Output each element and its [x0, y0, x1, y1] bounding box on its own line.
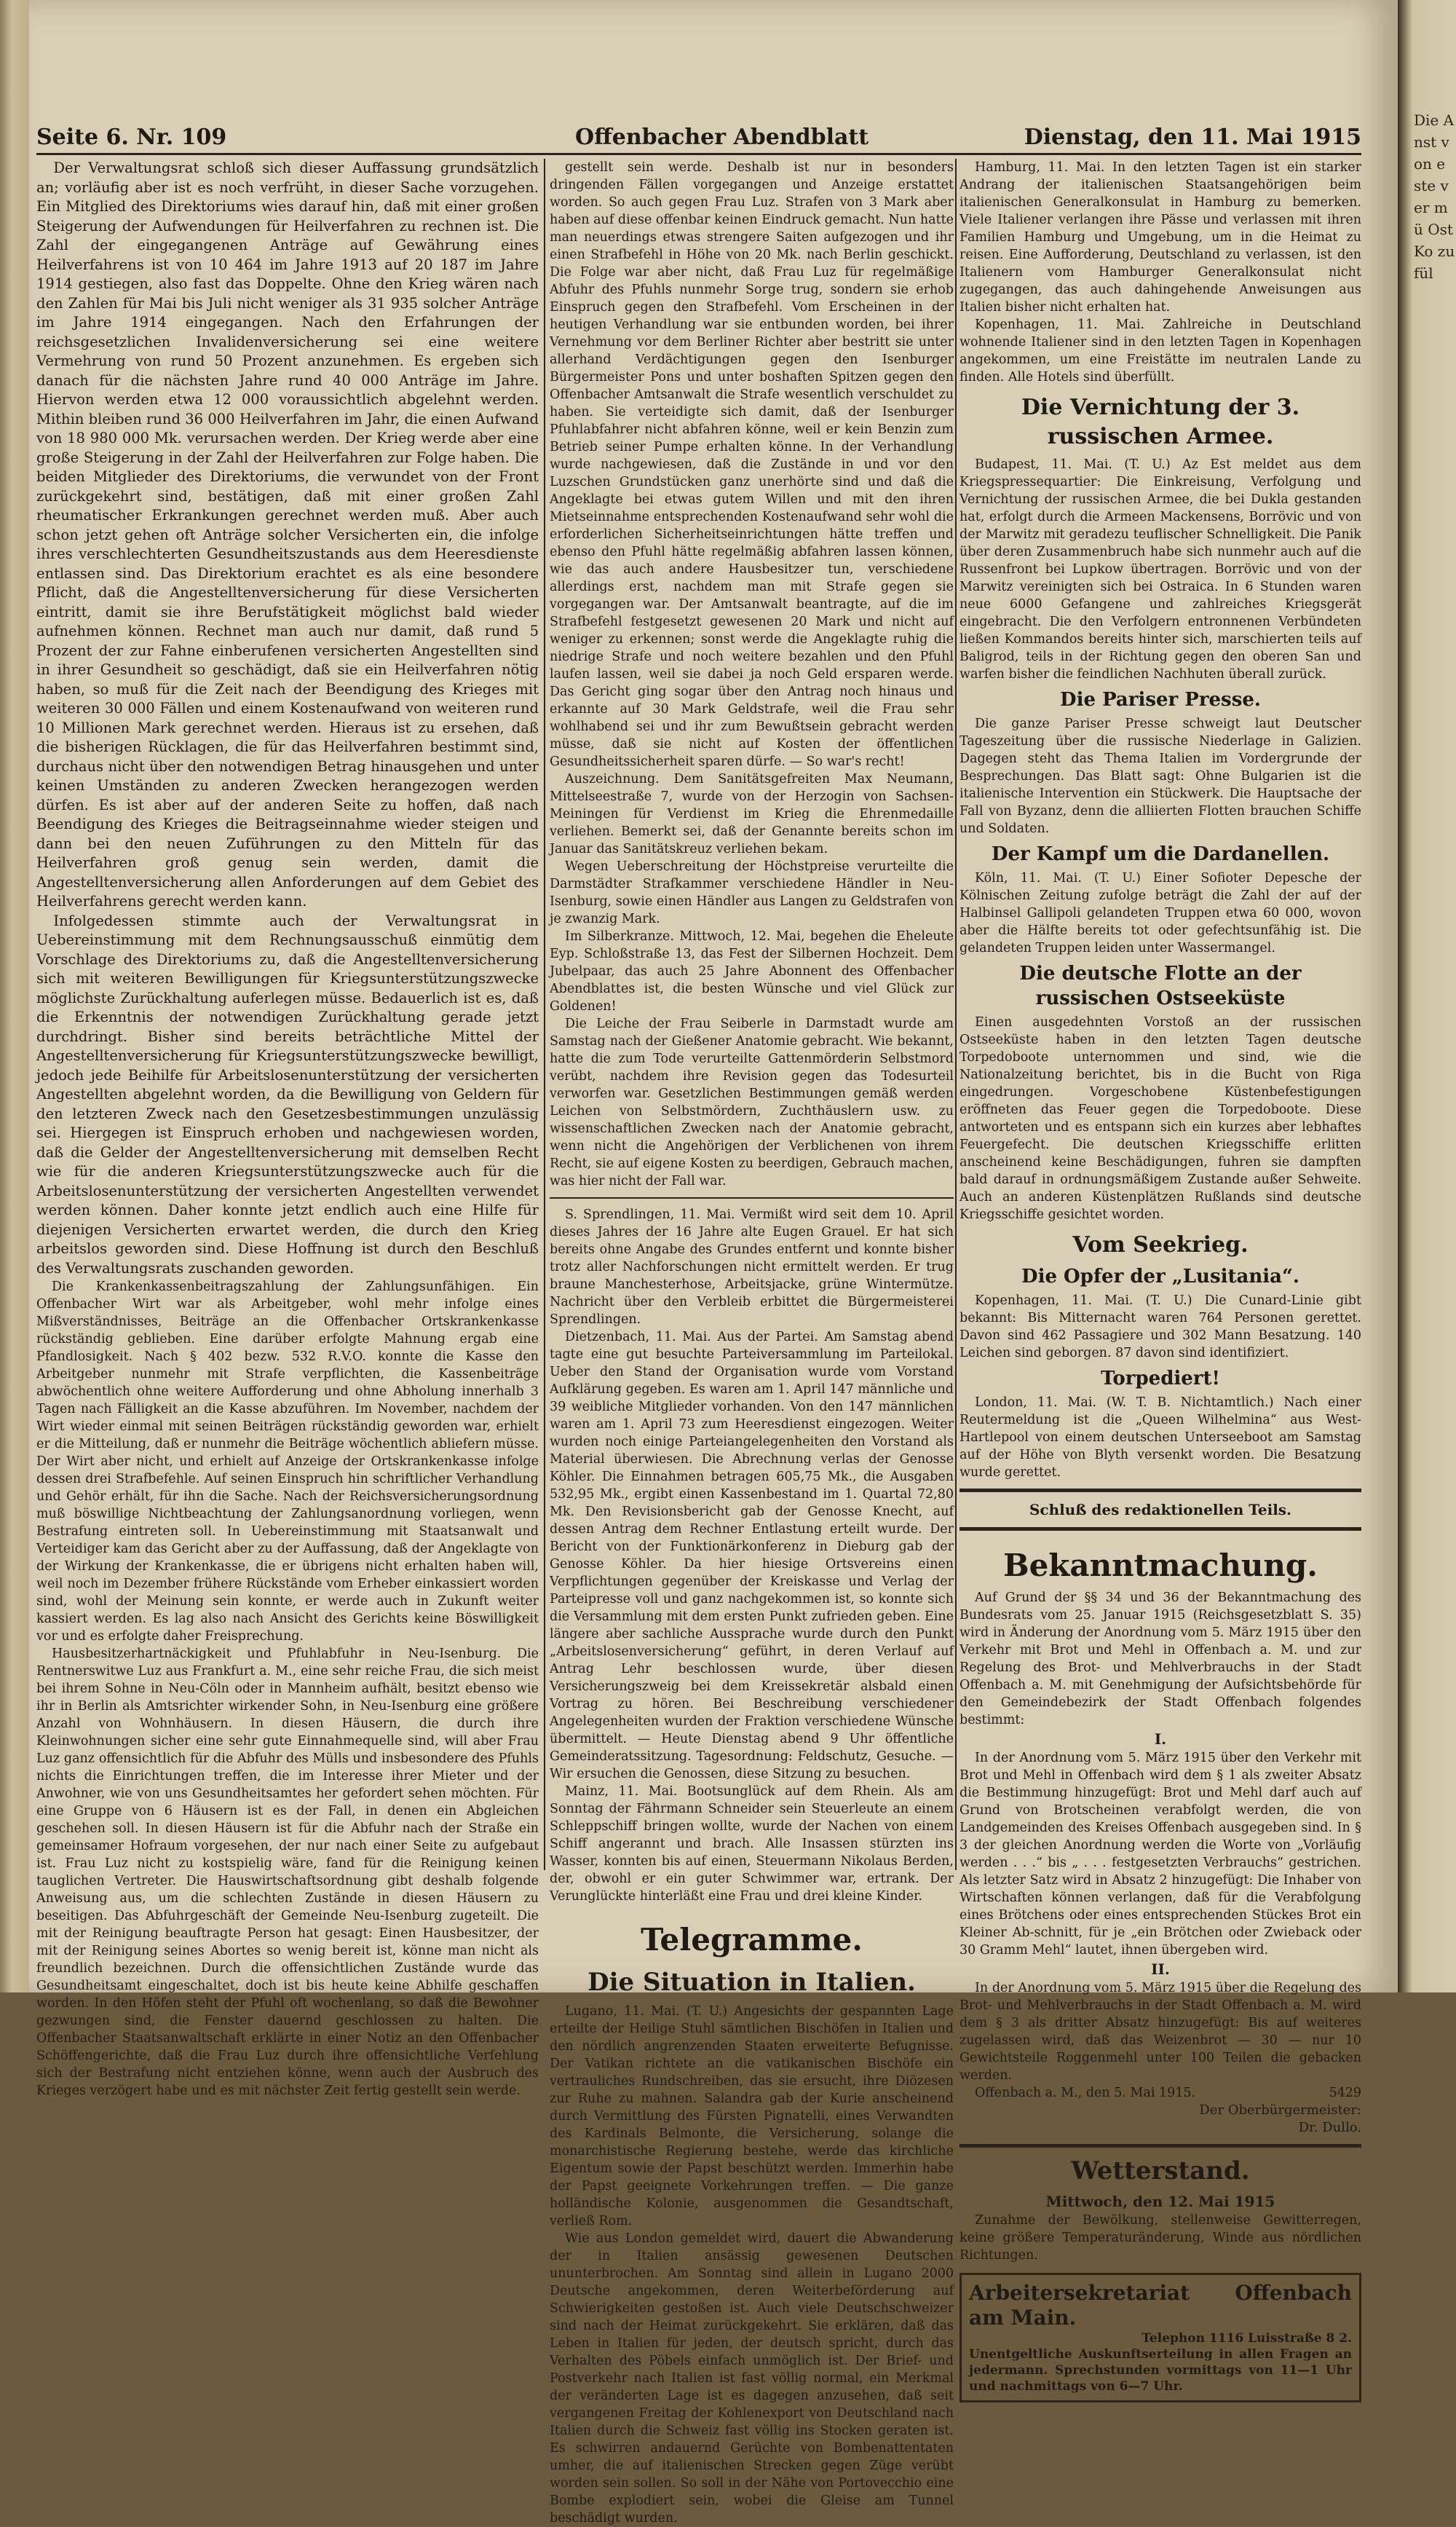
headline-naval-war: Vom Seekrieg.: [1072, 1232, 1249, 1258]
headline-baltic-fleet: Die deutsche Flotte an der russischen Ostseeküste: [1019, 963, 1302, 1009]
section-rule: [550, 1197, 954, 1199]
article-paragraph: Infolgedessen stimmte auch der Verwaltungsrat in Uebereinstimmung mit dem Rechnungsausschuß einmütig dem Vorschlage des Direktoriums zu, daß die Angestelltenversicherung sich mit weiteren Bewilligungen für Kriegsunterstützungszwecke möglichste Zurückhaltung auferlegen müsse. Bedauerlich ist es, daß die Erkenntnis der notwendigen Zurückhaltung gerade jetzt durchdringt. Bisher sind bereits beträchtliche Mittel der Angestelltenversicherung für Kriegsunterstützungszwecke bewilligt, jedoch jede Beihilfe für Arbeitslosenunterstützung der versicherten Angestellten abgelehnt worden, da die Bewilligung von Geldern für den letzteren Zweck nach den Gesetzesbestimmungen unzulässig sei. Hiergegen ist Einspruch erhoben und nachgewiesen worden, daß die Gelder der Angestelltenversicherung mit demselben Recht wie für die anderen Kriegsunterstützungszwecke auch für die Arbeitslosenunterstützung der versicherten Angestellten verwendet werden können. Daher konnte jetzt endlich auch eine Hilfe für diejenigen Versicherten erwartet werden, die durch den Krieg arbeitslos geworden sind. Diese Hoffnung ist durch den Beschluß des Verwaltungsrats zuschanden geworden.: [36, 912, 539, 1277]
headline-dardanelles: Der Kampf um die Dardanellen.: [991, 843, 1330, 865]
editorial-end-note: Schluß des redaktionellen Teils.: [1029, 1501, 1292, 1518]
article-paragraph: Hausbesitzerhartnäckigkeit und Pfuhlabfuhr in Neu-Isenburg. Die Rentnerswitwe Luz aus Frankfurt a. M., eine sehr reiche Frau, die sich meist bei ihrem Sohne in Neu-Cöln oder in Mannheim aufhält, besitzt ebenso wie ihr in Berlin als Amtsrichter wirkender Sohn, in Neu-Isenburg eine größere Anzahl von Wohnhäusern. In diesen Häusern, die durch ihre Kleinwohnungen sicher eine sehr gute Einnahmequelle sind, will aber Frau Luz ganz offensichtlich für die Abfuhr des Mülls und insbesondere des Pfuhls nichts die Einrichtungen treffen, die im Interesse ihrer Mieter und der Anwohner, wie von uns Gesundheitsamtes her gefordert sehen möchten. Für eine Gruppe von 6 Häusern ist es der Fall, in denen ein Abgleichen geschehen soll. In diesen Häusern ist für die Abfuhr nach der Straße ein gemeinsamer Hofraum vorgesehen, der nur nach einer Seite zu aufgebaut ist. Frau Luz nicht zu kostspielig wäre, fand für die Reinigung keinen tauglichen Vertreter. Die Hauswirtschaftsordnung gibt deshalb folgende Anweisung aus, um die schlechten Zustände in diesen Häusern zu beseitigen. Das Abfuhrgeschäft der Gemeinde Neu-Isenburg zugeteilt. Die mit der Reinigung beauftragte Person hat gesagt: Einen Hausbesitzer, der mit der Reinigung seines Abortes so wenig bereit ist, könne man nicht als freundlich bezeichnen. Durch die offensichtlichen Zustände wurde das Gesundheitsamt eingeschaltet, doch ist bis heute keine Abhilfe geschaffen worden. In den Höfen steht der Pfuhl oft wochenlang, so daß die Bewohner gezwungen sind, die Fenster dauernd geschlossen zu halten. Die Offenbacher Staatsanwaltschaft erklärte in einer Notiz an den Offenbacher Schöffengerichte, daß die Frau Luz durch ihre offensichtliche Verfehlung sich der Bestrafung nicht entziehen könne, wenn auch der Ausbruch des Krieges verzögert habe und es mit nächster Zeit fertig gestellt sein werde.: [36, 1647, 539, 2098]
article-paragraph: Budapest, 11. Mai. (T. U.) Az Est meldet aus dem Kriegspressequartier: Die Einkreisung, Verfolgung und Vernichtung der russischen Armee, die bei Dukla gestanden hat, erfolgt durch die Armeen Mackensens, Borrövic und von der Marwitz mit geradezu teuflischer Schnelligkeit. Die Panik über deren Zusammenbruch habe sich nunmehr auch auf die Russenfront bei Lupkow übertragen. Borrövic und von der Marwitz vereinigten sich bei Ostraica. In 6 Stunden waren neue 6000 Gefangene und zahlreiches Kriegsgerät eingebracht. Die den Verfolgern entronnenen Verbündeten ließen Kommandos bereits hinter sich, marschierten teils auf Baligrod, teils in der Richtung gegen den oberen San und warfen bisher die feindlichen Nachhuten überall zurück.: [960, 457, 1361, 682]
article-paragraph: London, 11. Mai. (W. T. B. Nichtamtlich.) Nach einer Reutermeldung ist die „Queen Wilhelmina“ aus West-Hartlepool von einem deutschen Unterseeboot am Samstag auf der Höhe von Blyth versenkt worden. Die Besatzung wurde gerettet.: [960, 1395, 1361, 1480]
column-3: [960, 159, 1361, 2394]
notice-place-date: [960, 2084, 1361, 2102]
newspaper-title: Offenbacher Abendblatt: [575, 125, 869, 150]
section-rule: [960, 1489, 1361, 1492]
weather-forecast: Zunahme der Bewölkung, stellenweise Gewitterregen, keine größere Temperaturänderung, Winde aus nördlichen Richtungen.: [960, 2213, 1361, 2263]
headline-lusitania: Die Opfer der „Lusitania“.: [1021, 1266, 1299, 1288]
issue-date: Dienstag, den 11. Mai 1915: [1024, 125, 1361, 150]
ad-title: Arbeitersekretariat Offenbach am Main.: [969, 2281, 1352, 2330]
notice-signatory-title: Der Oberbürgermeister:: [1199, 2102, 1361, 2118]
article-paragraph: Wegen Ueberschreitung der Höchstpreise verurteilte die Darmstädter Strafkammer verschiedene Händler in Neu-Isenburg, sowie einen Händler aus Langen zu Geldstrafen von je zwanzig Mark.: [550, 859, 954, 926]
notice-paragraph: In der Anordnung vom 5. März 1915 über den Verkehr mit Brot und Mehl in Offenbach wird dem § 1 als zweiter Absatz die Bestimmung hinzugefügt: Brot und Mehl darf auch auf Grund von Brotscheinen verabfolgt werden, die von Landgemeinden des Kreises Offenbach ausgegeben sind. In § 3 der gleichen Anordnung werden die Worte von „Vorläufig werden . . .“ bis „ . . . festgesetzten Verbrauchs“ gestrichen. Als letzter Satz wird in Absatz 2 hinzugefügt: Die Inhaber von Wirtschaften können verlangen, daß für die Verabfolgung eines Brötchens oder eines entsprechenden Stückes Brot ein Kleiner Ab-schnitt, für je „ein Brötchen oder Zwieback oder 30 Gramm Mehl“ lautet, ihnen übergeben wird.: [960, 1751, 1361, 1958]
column-2: [550, 159, 954, 2526]
notice-number: 5429: [1329, 2086, 1361, 2100]
article-paragraph: Im Silberkranze. Mittwoch, 12. Mai, begehen die Eheleute Eyp. Schloßstraße 13, das Fest der Silbernen Hochzeit. Dem Jubelpaar, das auch 25 Jahre Abonnent des Offenbacher Abendblattes ist, die besten Wünsche und viel Glück zur Goldenen!: [550, 929, 954, 1014]
notice-section-ii: II.: [1151, 1960, 1170, 1978]
header-rule: [36, 153, 1361, 155]
column-rule: [544, 159, 545, 1870]
article-paragraph: Dietzenbach, 11. Mai. Aus der Partei. Am Samstag abend tagte eine gut besuchte Parteiversammlung im Parteilokal. Ueber den Stand der Organisation wurde vom Vorstand Aufklärung gegeben. Es waren am 1. April 147 männliche und 39 weibliche Mitglieder vorhanden. Von den 147 männlichen waren am 1. April 73 zum Heeresdienst eingezogen. Weiter wurden noch einige Parteiangelegenheiten den Vorstand als Material überwiesen. Die Abrechnung verlas der Genosse Köhler. Die Einnahmen betragen 605,75 Mk., die Ausgaben 532,95 Mk., ergibt einen Kassenbestand im 1. Quartal 72,80 Mk. Den Revisionsbericht gab der Genosse Knecht, auf dessen Antrag dem Rechner Entlastung erteilt wurde. Der Bericht von der Funktionärkonferenz in Dieburg gab der Genosse Köhler. Da hier hiesige Ortsvereins einen Verpflichtungen gegenüber der Kreiskasse und Verlag der Parteipresse voll und ganz nachgekommen ist, so konnte sich die Versammlung mit dem ersten Punkt zufrieden geben. Eine längere aber sachliche Aussprache wurde durch den Punkt „Arbeitslosenversicherung“ geführt, in deren Verlauf auf Antrag Lehr beschlossen wurde, über diesen Versicherungszweig bei dem Kreissekretär alsbald einen Vortrag zu hören. Bei Beschreibung verschiedener Angelegenheiten wurden der Fraktion verschiedene Wünsche übermittelt. — Heute Dienstag abend 9 Uhr öffentliche Gemeinderatssitzung. Tagesordnung: Feldschutz, Gesuche. — Wir ersuchen die Genossen, diese Sitzung zu besuchen.: [550, 1330, 954, 1781]
notice-signatory-name: Dr. Dullo.: [1298, 2120, 1361, 2135]
adjacent-page-edge: [1398, 0, 1456, 1992]
headline-paris-press: Die Pariser Presse.: [1060, 689, 1261, 711]
article-paragraph: S. Sprendlingen, 11. Mai. Vermißt wird seit dem 10. April dieses Jahres der 16 Jahre alte Eugen Grauel. Er hat sich bereits ohne Angabe des Grundes entfernt und konnte bisher trotz aller Nachforschungen nicht ermittelt werden. Er trug braune Manchesterhose, Arbeitsjacke, grüne Wintermütze. Nachricht über den Verbleib erbittet die Bürgermeisterei Sprendlingen.: [550, 1207, 954, 1327]
article-paragraph: Wie aus London gemeldet wird, dauert die Abwanderung der in Italien ansässig gewesenen Deutschen ununterbrochen. Am Sonntag sind allein in Lugano 2000 Deutsche angekommen, deren Weiterbeförderung auf Schwierigkeiten gestoßen ist. Auch viele Deutschschweizer sind nach der Heimat zurückgekehrt. Sie erklären, daß das Leben in Italien für jeden, der deutsch spricht, durch das Verhalten des Pöbels einfach unmöglich ist. Der Brief- und Postverkehr nach Italien ist fast völlig normal, ein Merkmal der veränderten Lage ist es dagegen anzusehen, daß seit vergangenen Freitag der Kohlenexport von Deutschland nach Italien durch die Schweiz fast völlig ins Stocken geraten ist. Es schwirren andauernd Gerüchte von Bombenattentaten umher, die auf italienischen Strecken gegen Züge verübt worden sein sollen. So soll in der Nähe von Portovecchio eine Bombe explodiert sein, wobei die Gleise am Tunnel beschädigt wurden.: [550, 2231, 954, 2526]
ad-text: Unentgeltliche Auskunftserteilung in allen Fragen an jedermann. Sprechstunden vormittags von 11—1 Uhr und nachmittags von 6—7 Uhr.: [969, 2347, 1352, 2394]
page-header: [36, 120, 1361, 157]
article-paragraph: gestellt sein werde. Deshalb ist nur in besonders dringenden Fällen vorgegangen und Anzeige erstattet worden. So auch gegen Frau Luz. Strafen von 3 Mark aber haben auf diese offenbar keinen Eindruck gemacht. Nun hatte man neuerdings etwas strengere Saiten aufgezogen und ihr einen Strafbefehl in Höhe von 20 Mk. nach Berlin geschickt. Die Folge war aber nicht, daß Frau Luz für regelmäßige Abfuhr des Pfuhls nunmehr Sorge trug, sondern sie erhob Einspruch gegen den Strafbefehl. Vom Erscheinen in der heutigen Verhandlung war sie entbunden worden, bei ihrer Vernehmung vor dem Berliner Richter aber bestritt sie unter allerhand Verdächtigungen gegen den Isenburger Bürgermeister Pons und unter boshaften Spitzen gegen den Offenbacher Amtsanwalt die Strafe wesentlich verschuldet zu haben. Sie verteidigte sich damit, daß der Isenburger Pfuhlabfahrer nicht abfahren könne, weil er kein Benzin zum Betrieb seiner Pumpe erhalten könne. In der Verhandlung wurde nachgewiesen, daß die Zustände in und vor den Luzschen Grundstücken ganz unerhörte sind und daß die Angeklagte bei etwas gutem Willen und mit den ihren Mietseinnahme entsprechenden Kostenaufwand sehr wohl die erforderlichen Sicherheitseinrichtungen hätte treffen und ebenso den Pfuhl hätte regelmäßig abfahren lassen können, wie das auch andere Hausbesitzer tun, verschiedene allerdings erst, nachdem man mit Strafe gegen sie vorgegangen war. Der Amtsanwalt beantragte, auf die im Strafbefehl festgesetzt gewesenen 20 Mark und nicht auf weniger zu erkennen; sonst werde die Angeklagte ruhig die niedrige Strafe und noch weitere bezahlen und den Pfuhl laufen lassen, weil sie dabei ja noch Geld ersparen werde. Das Gericht ging sogar über den Antrag noch hinaus und erkannte auf 30 Mark Geldstrafe, weil die Frau sehr wohlhabend sei und ihr zum Bewußtsein gebracht werden müsse, daß sie nicht auf Kosten der öffentlichen Gesundheitssicherheit sparen dürfe. — So war's recht!: [550, 160, 954, 769]
column-1: [36, 159, 539, 2098]
advertisement-box: [960, 2273, 1361, 2402]
article-paragraph: Mainz, 11. Mai. Bootsunglück auf dem Rhein. Als am Sonntag der Fährmann Schneider sein Steuerleute an einem Schleppschiff bringen wollte, wurde der Nachen von einem Schiff angerannt und brach. Alle Insassen stürzten ins Wasser, konnten bis auf einen, Steuermann Nikolaus Berden, der, obwohl er ein guter Schwimmer war, ertrank. Der Verunglückte hinterläßt eine Frau und drei kleine Kinder.: [550, 1784, 954, 1904]
article-paragraph: Einen ausgedehnten Vorstoß an der russischen Ostseeküste haben in den letzten Tagen deutsche Torpedoboote unternommen und sind, wie die Nationalzeitung berichtet, bis in die Bucht von Riga eingedrungen. Vorgeschobene Küstenbefestigungen eröffneten das Feuer gegen die Torpedoboote. Diese antworteten und es entspann sich ein kurzes aber lebhaftes Feuergefecht. Die deutschen Kriegsschiffe erlitten anscheinend keine Beschädigungen, fuhren sie dampften bald darauf in ordnungsmäßigem Zustande außer Sehweite. Auch an anderen Küstenplätzen Rußlands sind deutsche Kriegsschiffe gesichtet worden.: [960, 1015, 1361, 1222]
notice-place: Offenbach a. M., den 5. Mai 1915.: [975, 2086, 1196, 2100]
article-paragraph: Kopenhagen, 11. Mai. Zahlreiche in Deutschland wohnende Italiener sind in den letzten Tagen in Kopenhagen angekommen, um eine Freistätte im neutralen Lande zu finden. Alle Hotels sind überfüllt.: [960, 318, 1361, 385]
headline-russian-army: Die Vernichtung der 3. russischen Armee.: [1021, 395, 1300, 449]
headline-italy: Die Situation in Italien.: [587, 1968, 916, 1997]
article-paragraph: Kopenhagen, 11. Mai. (T. U.) Die Cunard-Linie gibt bekannt: Bis Mitternacht waren 764 Personen gerettet. Davon sind 462 Passagiere und 302 Mann Besatzung. 140 Leichen sind geborgen. 87 davon sind identifiziert.: [960, 1293, 1361, 1360]
article-paragraph: Köln, 11. Mai. (T. U.) Einer Sofioter Depesche der Kölnischen Zeitung zufolge beträgt die Zahl der auf der Halbinsel Gallipoli gelandeten Truppen etwa 60 000, wovon aber die Hälfte bereits tot oder gefechtsunfähig ist. Die gelandeten Truppen leiden unter Wassermangel.: [960, 871, 1361, 955]
article-paragraph: Hamburg, 11. Mai. In den letzten Tagen ist ein starker Andrang der italienischen Staatsangehörigen beim italienischen Generalkonsulat in Hamburg zu bemerken. Viele Italiener verlangen ihre Pässe und verlassen mit ihren Familien Hamburg und Umgebung, um in die Heimat zu reisen. Eine Aufforderung, Deutschland zu verlassen, ist den Italienern vom Hamburger Generalkonsulat nicht zugegangen, das auch dahingehende Anweisungen aus Italien bisher nicht erhalten hat.: [960, 160, 1361, 315]
headline-torpedoed: Torpediert!: [1101, 1368, 1220, 1389]
article-paragraph: Die Leiche der Frau Seiberle in Darmstadt wurde am Samstag nach der Gießener Anatomie gebracht. Wie bekannt, hatte die zum Tode verurteilte Gattenmörderin Selbstmord verübt, nachdem ihre Revision gegen das Todesurteil verworfen war. Gesetzlichen Bestimmungen gemäß werden Leichen von Selbstmördern, Zuchthäuslern usw. zu wissenschaftlichen Zwecken nach der Anatomie gebracht, wenn nicht die Angehörigen der Verblichenen von ihrem Recht, sie auf eigene Kosten zu beerdigen, Gebrauch machen, was hier nicht der Fall war.: [550, 1017, 954, 1188]
article-paragraph: Die ganze Pariser Presse schweigt laut Deutscher Tageszeitung über die russische Niederlage in Galizien. Dagegen steht das Thema Italien im Vordergrunde der Besprechungen. Das Blatt sagt: Ohne Bulgarien ist die italienische Intervention ein Stückwerk. Die Hauptsache der Fall von Byzanz, denn die alliierten Flotten brauchen Schiffe und Soldaten.: [960, 717, 1361, 836]
section-rule: [960, 2144, 1361, 2148]
notice-paragraph: Auf Grund der §§ 34 und 36 der Bekanntmachung des Bundesrats vom 25. Januar 1915 (Reichsgesetzblatt S. 35) wird in Änderung der Anordnung vom 5. März 1915 über den Verkehr mit Brot und Mehl in Offenbach a. M. und zur Regelung des Brot- und Mehlverbrauchs in der Stadt Offenbach a. M. mit Genehmigung der Aufsichtsbehörde für den Gemeindebezirk der Stadt Offenbach folgendes bestimmt:: [960, 1590, 1361, 1727]
section-title-telegramme: Telegramme.: [641, 1922, 863, 1958]
page-binding: [0, 0, 29, 1992]
article-paragraph: Lugano, 11. Mai. (T. U.) Angesichts der gespannten Lage erteilte der Heilige Stuhl sämtlichen Bischöfen in Italien und den nördlich angrenzenden Staaten erweiterte Befugnisse. Der Vatikan richtete an die vatikanischen Bischöfe ein vertrauliches Rundschreiben, das sie ersucht, ihre Diözesen zur Ruhe zu mahnen. Salandra gab der Kurie anscheinend durch Vermittlung des Fürsten Pignatelli, eines Verwandten des Kardinals Belmonte, die Versicherung, solange die monarchistische Regierung bestehe, werde das kirchliche Eigentum sowie der Papst beschützt werden. Immerhin habe der Papst geeignete Vorkehrungen treffen. — Die ganze holländische Kolonie, ausgenommen die Gesandtschaft, verließ Rom.: [550, 2004, 954, 2228]
article-paragraph: Der Verwaltungsrat schloß sich dieser Auffassung grundsätzlich an; vorläufig aber ist es noch verfrüht, in dieser Sache vorzugehen. Ein Mitglied des Direktoriums wies darauf hin, daß mit einer großen Steigerung der Aufwendungen für Heilverfahren zu rechnen ist. Die Zahl der eingegangenen Anträge auf Gewährung eines Heilverfahrens ist von 10 464 im Jahre 1913 auf 20 187 im Jahre 1914 gestiegen, also fast das Doppelte. Ohne den Krieg wären nach den Zahlen für Mai bis Juli nicht weniger als 31 935 solcher Anträge im Jahre 1914 eingegangen. Nach den Erfahrungen der reichsgesetzlichen Invalidenversicherung sei eine weitere Vermehrung von rund 50 Prozent anzunehmen. Es ergeben sich danach für die nächsten Jahre rund 40 000 Anträge im Jahre. Hiervon werden etwa 12 000 voraussichtlich abgelehnt werden. Mithin bleiben rund 36 000 Heilverfahren im Jahr, die einen Aufwand von 18 980 000 Mk. verursachen werden. Der Krieg werde aber eine große Steigerung in der Zahl der Heilverfahren zur Folge haben. Die beiden Mitglieder des Direktoriums, die verwundet von der Front zurückgekehrt sind, bestätigen, daß mit einer großen Zahl rheumatischer Erkrankungen gerechnet werden muß. Aber auch schon jetzt gehen oft Anträge solcher Versicherten ein, die infolge ihres verschlechterten Gesundheitszustands aus dem Heeresdienste entlassen sind. Das Direktorium erachtet es als eine besondere Pflicht, daß die Angestelltenversicherung für diese Versicherten eintritt, damit sie ihre Berufstätigkeit möglichst bald wieder aufnehmen können. Rechnet man auch nur damit, daß rund 5 Prozent der zur Fahne einberufenen versicherten Angestellten sind in ihrer Gesundheit so geschädigt, daß sie ein Heilverfahren nötig haben, so muß für die Zeit nach der Beendigung des Krieges mit weiteren 30 000 Fällen und einem Kostenaufwand von weiteren rund 10 Millionen Mark gerechnet werden. Hieraus ist zu ersehen, daß die bisherigen Rücklagen, die für das Heilverfahren bestimmt sind, durchaus nicht über den notwendigen Betrag hinausgehen und unter keinen Umständen zu anderen Zwecken herangezogen werden dürfen. Es ist aber auf der anderen Seite zu hoffen, daß nach Beendigung des Krieges die Beitragseinnahme wieder steigen und dann bei den neuen Zuführungen zu den Mitteln für das Heilverfahren groß genug sein werden, damit die Angestelltenversicherung allen Anforderungen auf dem Gebiet des Heilverfahrens gerecht werden kann.: [36, 159, 539, 910]
weather-title: Wetterstand.: [1071, 2156, 1250, 2185]
notice-title: Bekanntmachung.: [1003, 1548, 1318, 1583]
section-rule: [960, 1527, 1361, 1531]
adjacent-page-text: Die Anst von e ste ver mü Ost Ko zu fül: [1414, 111, 1455, 282]
weather-date: Mittwoch, den 12. Mai 1915: [1045, 2193, 1275, 2210]
column-rule: [955, 159, 957, 1870]
notice-section-i: I.: [1154, 1730, 1167, 1748]
page-number: Seite 6. Nr. 109: [36, 125, 227, 150]
article-paragraph: Die Krankenkassenbeitragszahlung der Zahlungsunfähigen. Ein Offenbacher Wirt war als Arbeitgeber, wohl mehr infolge eines Mißverständnisses, Beiträge an die Offenbacher Ortskrankenkasse rückständig geblieben. Eine darüber erfolgte Mahnung ergab eine Pfandlosigkeit. Nach § 402 bezw. 532 R.V.O. konnte die Kasse den Arbeitgeber nunmehr mit Strafe verpflichten, die Kassenbeiträge abwöchentlich ohne weitere Aufforderung und ohne Abholung innerhalb 3 Tagen nach Fälligkeit an die Kasse abzuführen. Im November, nachdem der Wirt wieder einmal mit seinen Beiträgen rückständig geworden war, erhielt er die Mitteilung, daß er nunmehr die Beiträge wöchentlich abliefern müsse. Der Wirt aber nicht, und erhielt auf Anzeige der Ortskrankenkasse infolge dessen drei Strafbefehle. Auf seinen Einspruch hin schriftlicher Verhandlung und Gehör erhält, für ihn die Sache. Nach der Reichsversicherungsordnung muß böswillige Nichtbeachtung der Zahlungsanordnung vorliegen, wenn Bestrafung eintreten soll. In Uebereinstimmung mit Staatsanwalt und Verteidiger kam das Gericht aber zu der Auffassung, daß der Angeklagte von der Wirkung der Krankenkasse, die er übrigens nicht erhalten haben will, weil noch im Dezember frühere Rückstände vom Erheber einkassiert worden sind, wohl der Meinung sein konnte, er werde auch in Zukunft weiter kassiert werden. Es lag also nach Ansicht des Gerichts keine Böswilligkeit vor und es erfolgte daher Freisprechung.: [36, 1280, 539, 1644]
notice-paragraph: In der Anordnung vom 5. März 1915 über die Regelung des Brot- und Mehlverbrauchs in der Stadt Offenbach a. M. wird dem § 3 als dritter Absatz hinzugefügt: Bis auf weiteres zugelassen wird, daß das Weizenbrot — 30 — nur 10 Gewichtsteile Roggenmehl unter 100 Teilen die gebacken werden.: [960, 1981, 1361, 2083]
article-paragraph: Auszeichnung. Dem Sanitätsgefreiten Max Neumann, Mittelseestraße 7, wurde von der Herzogin von Sachsen-Meiningen für Verdienst im Krieg die Ehrenmedaille verliehen. Bemerkt sei, daß der Genannte bereits schon im Januar das Sanitätskreuz verliehen bekam.: [550, 772, 954, 856]
ad-phone: Telephon 1116 Luisstraße 8 2.: [1142, 2331, 1352, 2346]
